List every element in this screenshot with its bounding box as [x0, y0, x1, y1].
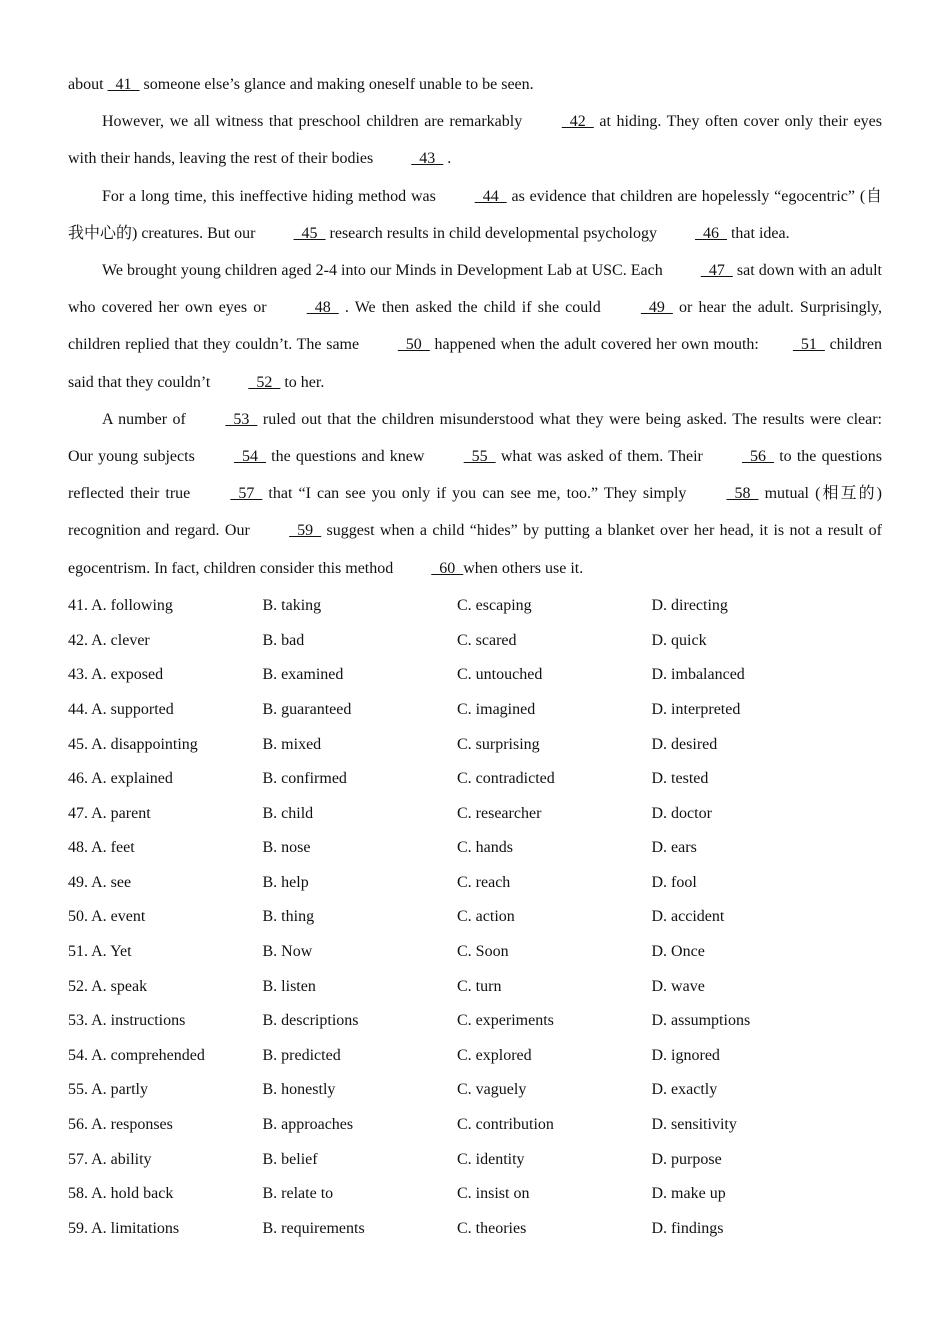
passage-text: or hear the adult. Surprisingly, children replied that they couldn’t. The same [68, 299, 882, 354]
option-choice: C. action [457, 908, 515, 926]
option-row [68, 623, 882, 658]
blank-number: 58 [726, 485, 759, 503]
passage-paragraph [68, 401, 882, 587]
option-row [68, 727, 882, 762]
option-choice: 52. A. speak [68, 977, 148, 995]
option-choice: C. theories [457, 1219, 527, 1237]
option-choice: B. help [262, 873, 309, 891]
option-choice: B. thing [262, 908, 315, 926]
option-choice: 49. A. see [68, 873, 132, 891]
option-row [68, 1108, 882, 1143]
blank-number: 52 [248, 373, 281, 391]
option-choice: B. descriptions [262, 1012, 359, 1030]
option-choice: C. researcher [457, 804, 542, 822]
option-choice: B. bad [262, 631, 305, 649]
option-row [68, 1073, 882, 1108]
blank-number: 49 [640, 299, 673, 317]
option-choice: D. findings [651, 1219, 724, 1237]
blank-number: 45 [293, 224, 326, 242]
option-row [68, 658, 882, 693]
blank-number: 47 [700, 262, 733, 280]
passage-text: . [443, 150, 452, 168]
option-choice: B. confirmed [262, 770, 347, 788]
option-choice: C. escaping [457, 597, 532, 615]
passage-text: to the questions reflected their true [68, 448, 883, 503]
option-row [68, 831, 882, 866]
option-choice: 55. A. partly [68, 1081, 148, 1099]
option-choice: B. guaranteed [262, 700, 352, 718]
option-choice: B. belief [262, 1150, 318, 1168]
option-choice: 48. A. feet [68, 839, 135, 857]
passage-text: at hiding. They often cover only their eyes with their hands, leaving the rest of their bodies [68, 113, 882, 168]
passage-text: ruled out that the children misunderstood what they were being asked. The results were clear: Our young subjects [68, 410, 883, 466]
passage-text: that idea. [726, 224, 790, 242]
option-choice: B. mixed [262, 735, 322, 753]
answer-options [68, 589, 882, 1246]
option-choice: C. surprising [457, 735, 540, 753]
passage-text: that “I can see you only if you can see me, too.” They simply [262, 485, 693, 503]
option-choice: D. fool [651, 873, 697, 891]
option-choice: B. honestly [262, 1081, 336, 1099]
option-choice: B. child [262, 804, 314, 822]
option-choice: C. insist on [457, 1185, 530, 1203]
cloze-passage [68, 66, 882, 587]
passage-text: as evidence that children are hopelessly “egocentric” (自我中心的) creatures. But our [68, 187, 882, 242]
passage-text: However, we all witness that preschool children are remarkably [102, 113, 528, 131]
option-choice: 47. A. parent [68, 804, 151, 822]
passage-text: what was asked of them. Their [495, 448, 709, 466]
option-row [68, 1004, 882, 1039]
option-choice: 59. A. limitations [68, 1219, 180, 1237]
passage-text: suggest when a child “hides” by putting a blanket over her head, it is not a result of egocentrism. In fact, children consider this method [68, 522, 882, 577]
option-choice: C. contribution [457, 1116, 554, 1134]
option-choice: 53. A. instructions [68, 1012, 186, 1030]
passage-text: . We then asked the child if she could [338, 299, 607, 317]
option-row [68, 935, 882, 970]
option-row [68, 762, 882, 797]
blank-number: 57 [230, 485, 263, 503]
blank-number: 48 [306, 299, 339, 317]
option-choice: 45. A. disappointing [68, 735, 198, 753]
passage-text: research results in child developmental psychology [325, 224, 661, 242]
option-choice: 56. A. responses [68, 1116, 173, 1134]
option-choice: B. listen [262, 977, 316, 995]
passage-text: children said that they couldn’t [68, 336, 882, 391]
option-choice: C. Soon [457, 943, 509, 961]
option-row [68, 866, 882, 901]
passage-text: For a long time, this ineffective hiding method was [102, 187, 441, 205]
blank-number: 56 [742, 448, 775, 466]
option-choice: D. desired [651, 735, 718, 753]
blank-number: 59 [289, 522, 322, 540]
blank-number: 55 [463, 448, 496, 466]
option-choice: 44. A. supported [68, 700, 174, 718]
passage-paragraph [68, 178, 882, 252]
option-choice: D. doctor [651, 804, 712, 822]
option-choice: C. explored [457, 1046, 532, 1064]
option-choice: C. turn [457, 977, 502, 995]
document-page [68, 66, 882, 1246]
option-choice: 58. A. hold back [68, 1185, 174, 1203]
option-choice: B. taking [262, 597, 322, 615]
option-choice: 54. A. comprehended [68, 1046, 205, 1064]
passage-text: to her. [280, 373, 325, 391]
option-choice: D. accident [651, 908, 725, 926]
passage-text: happened when the adult covered her own mouth: [429, 336, 759, 354]
option-choice: D. ears [651, 839, 697, 857]
option-row [68, 969, 882, 1004]
option-choice: B. examined [262, 666, 344, 684]
option-choice: D. make up [651, 1185, 726, 1203]
option-choice: 57. A. ability [68, 1150, 152, 1168]
passage-text: someone else’s glance and making oneself unable to be seen. [139, 76, 534, 93]
blank-number: 42 [561, 113, 594, 131]
option-row [68, 589, 882, 624]
blank-number: 43 [411, 150, 444, 168]
option-choice: C. experiments [457, 1012, 554, 1030]
option-choice: B. relate to [262, 1185, 334, 1203]
blank-number: 41 [107, 76, 140, 93]
blank-number: 50 [397, 336, 430, 354]
option-row [68, 796, 882, 831]
passage-text: mutual (相互的) recognition and regard. Our [68, 485, 882, 540]
option-row [68, 1039, 882, 1074]
passage-text: the questions and knew [265, 448, 430, 466]
passage-paragraph [68, 103, 882, 177]
option-choice: 42. A. clever [68, 631, 150, 649]
option-choice: D. assumptions [651, 1012, 751, 1030]
option-choice: 50. A. event [68, 908, 146, 926]
option-choice: C. contradicted [457, 770, 555, 788]
blank-number: 60 [431, 559, 464, 577]
passage-paragraph [68, 252, 882, 401]
option-choice: 46. A. explained [68, 770, 173, 788]
option-choice: C. untouched [457, 666, 543, 684]
option-row [68, 900, 882, 935]
blank-number: 54 [233, 448, 266, 466]
option-row [68, 1212, 882, 1247]
blank-number: 51 [792, 336, 825, 354]
option-choice: D. wave [651, 977, 705, 995]
option-choice: D. purpose [651, 1150, 722, 1168]
option-choice: B. approaches [262, 1116, 354, 1134]
option-choice: D. imbalanced [651, 666, 745, 684]
passage-paragraph [68, 66, 882, 103]
passage-text: We brought young children aged 2-4 into our Minds in Development Lab at USC. Each [102, 262, 667, 280]
option-choice: C. imagined [457, 700, 536, 718]
option-choice: B. requirements [262, 1219, 365, 1237]
passage-text: A number of [102, 410, 192, 428]
option-choice: 51. A. Yet [68, 943, 132, 961]
passage-text: sat down with an adult who covered her own eyes or [68, 262, 882, 317]
option-choice: C. scared [457, 631, 517, 649]
option-choice: B. predicted [262, 1046, 341, 1064]
option-choice: D. Once [651, 943, 705, 961]
blank-number: 44 [474, 187, 507, 205]
option-choice: B. nose [262, 839, 311, 857]
option-row [68, 1177, 882, 1212]
option-choice: D. quick [651, 631, 707, 649]
blank-number: 46 [694, 224, 727, 242]
blank-number: 53 [225, 410, 258, 428]
option-choice: D. directing [651, 597, 728, 615]
option-choice: 43. A. exposed [68, 666, 164, 684]
option-choice: C. identity [457, 1150, 525, 1168]
option-choice: 41. A. following [68, 597, 173, 615]
option-choice: D. exactly [651, 1081, 718, 1099]
option-choice: B. Now [262, 943, 313, 961]
option-choice: D. interpreted [651, 700, 741, 718]
option-choice: D. sensitivity [651, 1116, 737, 1134]
option-choice: D. ignored [651, 1046, 720, 1064]
option-choice: D. tested [651, 770, 709, 788]
passage-text: when others use it. [463, 559, 584, 577]
option-choice: C. hands [457, 839, 513, 857]
option-choice: C. vaguely [457, 1081, 527, 1099]
option-row [68, 1142, 882, 1177]
option-choice: C. reach [457, 873, 511, 891]
passage-text: about [68, 76, 108, 93]
option-row [68, 693, 882, 728]
